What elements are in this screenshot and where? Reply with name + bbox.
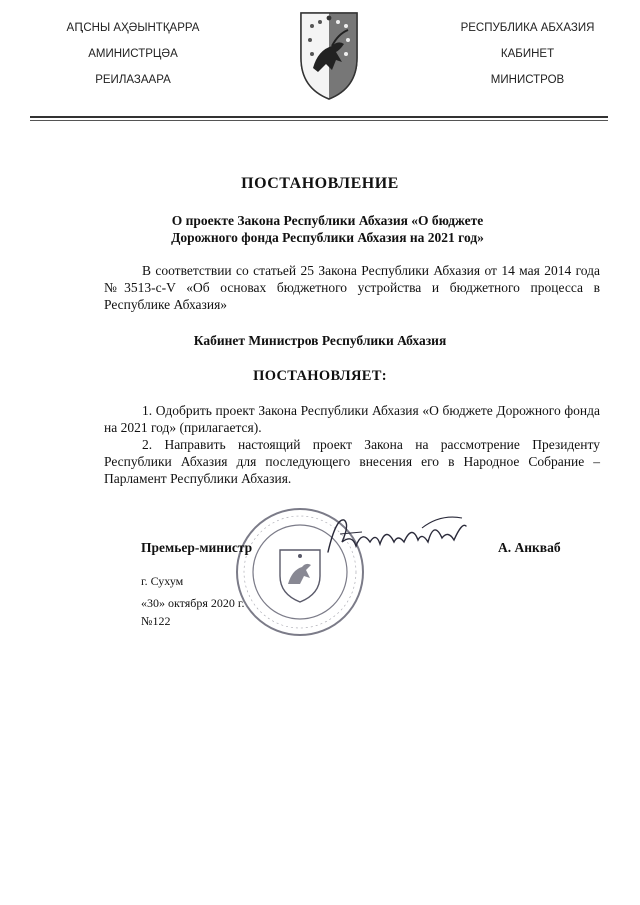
signer-name: А. Анкваб	[498, 540, 561, 555]
decree-items	[104, 402, 600, 487]
decree-item-2: 2. Направить настоящий проект Закона на рассмотрение Президенту Республики Абхазия для последующего внесения его в Народное Собрание – Парламент Республики Абхазия.	[104, 437, 600, 486]
decree-item-1: 1. Одобрить проект Закона Республики Абхазия «О бюджете Дорожного фонда на 2021 год» (прилагается).	[104, 403, 600, 435]
document-type-title: ПОСТАНОВЛЕНИЕ	[241, 175, 399, 192]
header-left-line-1: АԤСНЫ АҲӘЫНТҚАРРА	[66, 22, 200, 34]
header-left-line-3: РЕИЛАЗААРА	[95, 74, 171, 86]
coat-of-arms-icon	[298, 10, 360, 102]
header-left-block	[28, 22, 238, 100]
header-divider-thin	[30, 120, 608, 121]
header-right-line-1: РЕСПУБЛИКА АБХАЗИЯ	[460, 22, 595, 34]
header-right-line-2: КАБИНЕТ	[500, 48, 555, 60]
header-right-line-3: МИНИСТРОВ	[490, 74, 565, 86]
document-subject	[100, 212, 555, 246]
header-divider-thick	[30, 116, 608, 118]
subject-line-2: Дорожного фонда Республики Абхазия на 2021 год»	[171, 230, 484, 245]
signer-position: Премьер-министр	[141, 540, 253, 555]
decree-word: ПОСТАНОВЛЯЕТ:	[253, 368, 387, 384]
issue-date: «30» октября 2020 г.	[141, 596, 245, 610]
header-right-block	[440, 22, 615, 100]
issuer-line: Кабинет Министров Республики Абхазия	[193, 333, 447, 348]
document-number: №122	[141, 614, 171, 628]
preamble	[104, 262, 600, 313]
handwritten-signature-icon	[322, 512, 470, 560]
subject-line-1: О проекте Закона Республики Абхазия «О бюджете	[171, 213, 484, 228]
preamble-text: В соответствии со статьей 25 Закона Республики Абхазия от 14 мая 2014 года №3513-с-V «Об основах бюджетного устройства и бюджетного процесса в Республике Абхазия»	[104, 263, 600, 312]
header-left-line-2: АМИНИСТРЦӘА	[88, 48, 178, 60]
issue-place: г. Сухум	[141, 574, 184, 588]
